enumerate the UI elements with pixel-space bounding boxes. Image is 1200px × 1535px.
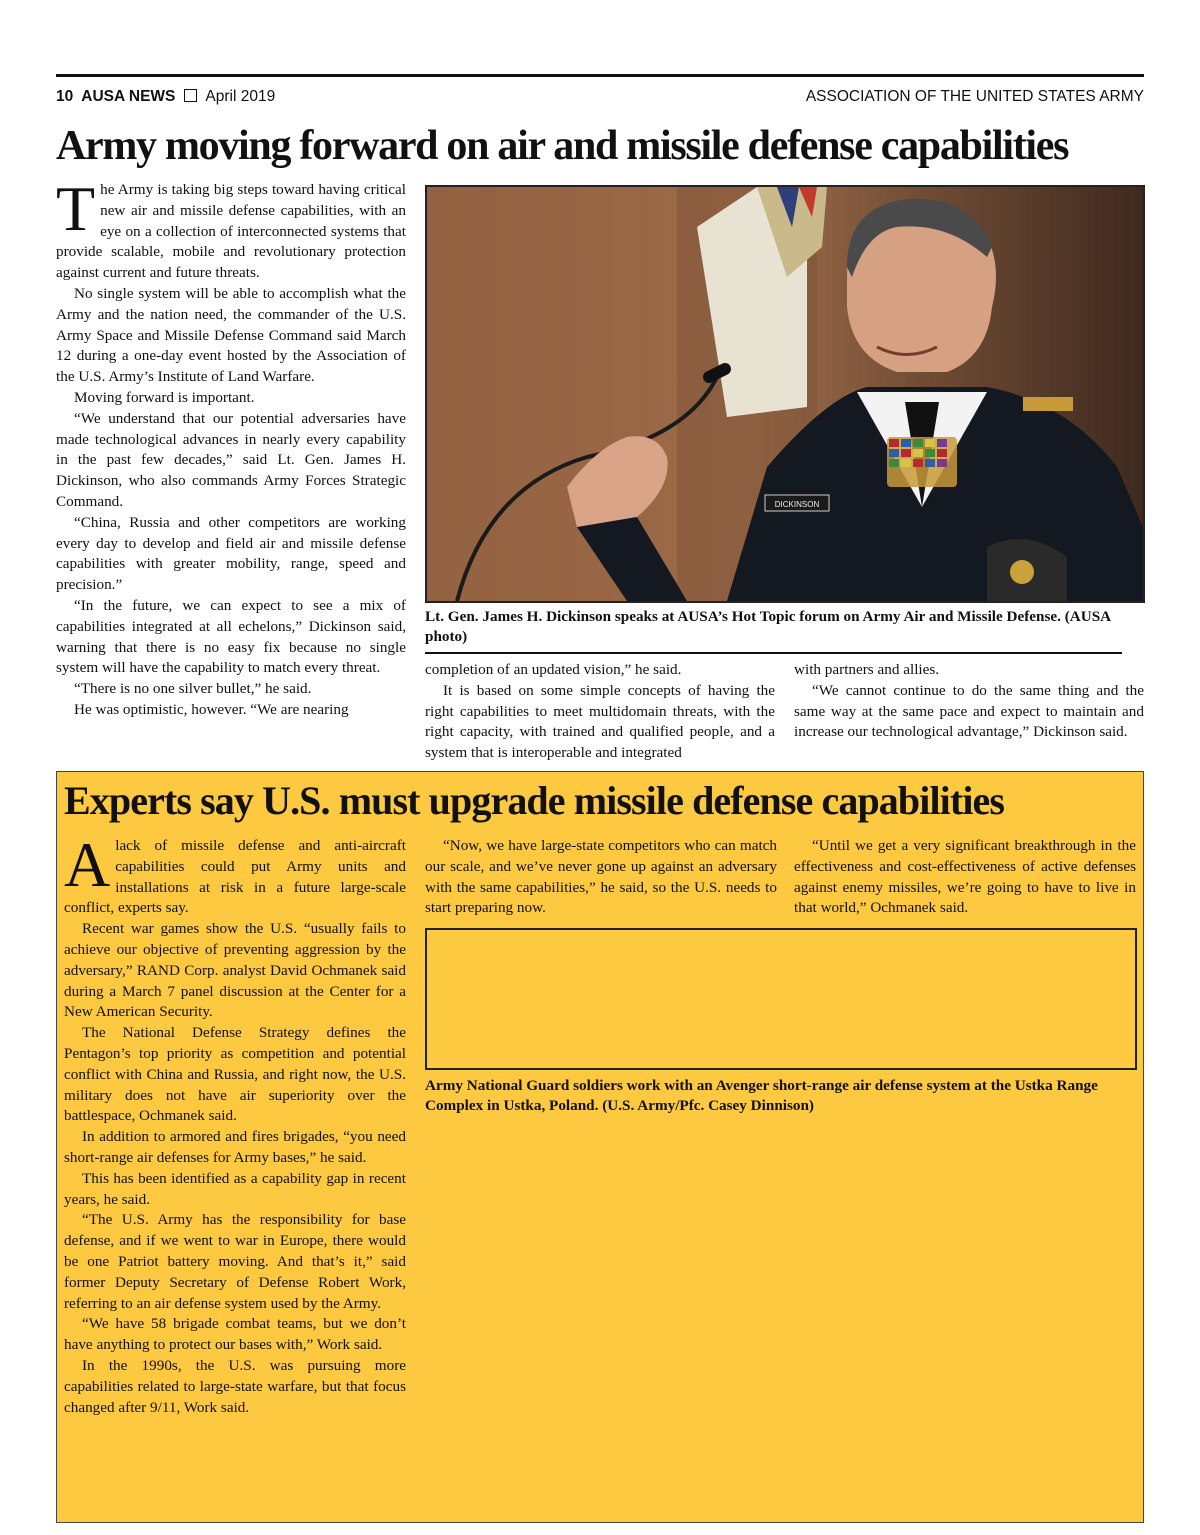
article-paragraph: No single system will be able to accomplish what the Army and the nation need, the commander of the U.S. Army Space and Missile Defense Command said March 12 during a one-day event hosted by the Association of the U.S. Army’s Institute of Land Warfare. [56, 284, 406, 386]
soldiers-photo [425, 928, 1137, 1070]
article-paragraph: “We have 58 brigade combat teams, but we don’t have anything to protect our bases with,” Work said. [64, 1315, 406, 1354]
article-paragraph: The National Defense Strategy defines the Pentagon’s top priority as competition and potential conflict with China and Russia, and right now, the U.S. military does not have air superiority over the battlespace, Ochmanek said. [64, 1024, 406, 1125]
top-rule [56, 74, 1144, 77]
article-paragraph: Alack of missile defense and anti-aircraft capabilities could put Army units and installations at risk in a future large-scale conflict, experts say. [64, 829, 406, 917]
article-paragraph: In addition to armored and fires brigades, “you need short-range air defenses for Army bases,” he said. [64, 1128, 406, 1166]
sidebar-photo-caption: Army National Guard soldiers work with an Avenger short-range air defense system at the Ustka Range Complex in Ustka, Poland. (U.S. Army/Pfc. Casey Dinnison) [425, 1077, 1098, 1114]
article-paragraph: This has been identified as a capability gap in recent years, he said. [64, 1169, 406, 1208]
article-column-3 [794, 660, 1144, 743]
photo-caption: Lt. Gen. James H. Dickinson speaks at AUSA’s Hot Topic forum on Army Air and Missile Defense. (AUSA photo) [425, 608, 1111, 645]
sidebar-column-3 [794, 836, 1136, 919]
checkbox-icon [184, 89, 197, 102]
sidebar-column-1 [64, 829, 406, 1418]
svg-text:DICKINSON: DICKINSON [774, 500, 820, 509]
organization-name: ASSOCIATION OF THE UNITED STATES ARMY [805, 88, 1144, 105]
article-paragraph: “In the future, we can expect to see a mix of capabilities integrated at all echelons,” Dickinson said, warning that there is no easy fix because no single system will have the capability to match every threat. [56, 596, 406, 677]
article-paragraph: “We understand that our potential adversaries have made technological advances in nearly every capability in the past few decades,” said Lt. Gen. James H. Dickinson, who also commands Army Forces Strategic Command. [56, 409, 406, 510]
article-paragraph: “China, Russia and other competitors are working every day to develop and field air and missile defense capabilities with greater mobility, range, speed and precision.” [56, 513, 406, 594]
sidebar-headline: Experts say U.S. must upgrade missile defense capabilities [64, 778, 1005, 823]
drop-cap: T [56, 180, 96, 244]
article-column-2 [425, 660, 775, 764]
article-paragraph: The Army is taking big steps toward having critical new air and missile defense capabilities, with an eye on a collection of interconnected systems that provide scalable, mobile and revolutionary protection against current and future threats. [56, 180, 406, 282]
article-paragraph: “The U.S. Army has the responsibility for base defense, and if we went to war in Europe, there would be one Patriot battery moving. And that’s it,” said former Deputy Secretary of Defense Robert Work, referring to an air defense system used by the Army. [64, 1211, 406, 1312]
article-paragraph: He was optimistic, however. “We are nearing [74, 700, 349, 718]
publication-name: AUSA NEWS [81, 88, 176, 105]
sidebar-column-2 [425, 836, 777, 919]
article-paragraph: “Now, we have large-state competitors who can match our scale, and we’ve never gone up against an adversary with the same capabilities,” he said, so the U.S. needs to start preparing now. [425, 837, 777, 917]
page-number: 10 [56, 88, 74, 105]
article-paragraph: “We cannot continue to do the same thing and the same way at the same pace and expect to maintain and increase our technological advantage,” Dickinson said. [794, 681, 1144, 741]
article-paragraph: Recent war games show the U.S. “usually fails to achieve our objective of preventing aggression by the adversary,” RAND Corp. analyst David Ochmanek said during a March 7 panel discussion at the Center for a New American Security. [64, 920, 406, 1021]
article-paragraph: Moving forward is important. [74, 388, 255, 406]
article-paragraph: “Until we get a very significant breakthrough in the effectiveness and cost-effectiveness of active defenses against enemy missiles, we’re going to have to live in that world,” Ochmanek said. [794, 837, 1136, 917]
caption-rule [425, 652, 1122, 654]
article-paragraph: “There is no one silver bullet,” he said. [74, 680, 312, 698]
article-headline: Army moving forward on air and missile defense capabilities [56, 123, 1069, 169]
article-paragraph: completion of an updated vision,” he said. [425, 661, 682, 678]
speaker-photo [425, 185, 1145, 603]
article-column-1 [56, 180, 406, 760]
page-header [56, 88, 1144, 110]
article-paragraph: with partners and allies. [794, 661, 940, 678]
article-paragraph: In the 1990s, the U.S. was pursuing more capabilities related to large-state warfare, but that focus changed after 9/11, Work said. [64, 1356, 406, 1416]
article-paragraph: It is based on some simple concepts of having the right capabilities to meet multidomain threats, with the right capacity, with trained and qualified people, and a system that is interoperable and integrated [425, 681, 775, 762]
issue-date: April 2019 [205, 88, 276, 105]
folio-left [56, 88, 275, 106]
drop-cap: A [64, 829, 111, 900]
